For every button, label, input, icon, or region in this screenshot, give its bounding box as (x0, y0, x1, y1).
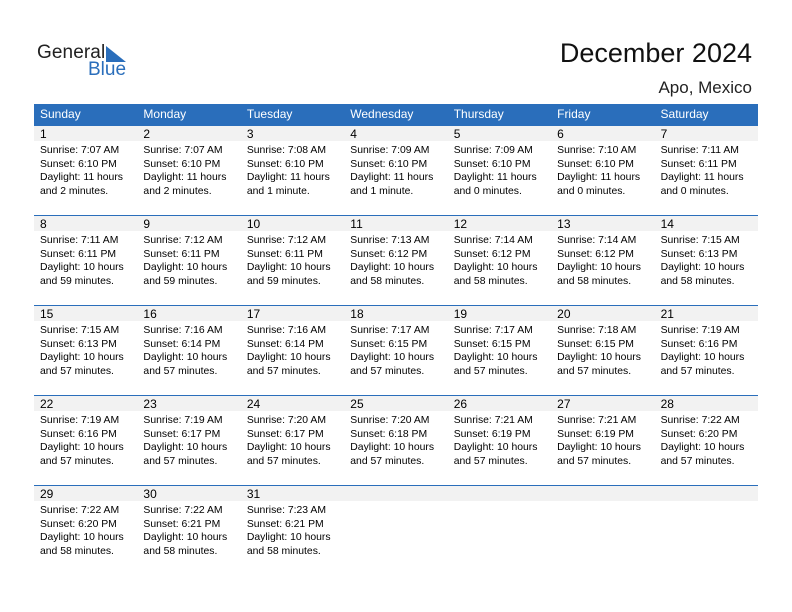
day-number: 1 (40, 127, 47, 141)
day-cell (137, 305, 240, 395)
day-cell (241, 125, 344, 215)
day-cell (448, 395, 551, 485)
day-sun-info (661, 414, 745, 468)
day-number: 5 (453, 127, 461, 141)
weekday-thursday: Thursday (453, 107, 504, 121)
sunset-time: Sunset: 6:15 PM (350, 338, 428, 350)
day-cell (655, 305, 758, 395)
day-number: 20 (557, 307, 571, 321)
sunset-time: Sunset: 6:14 PM (143, 338, 221, 350)
calendar-location: Apo, Mexico (658, 78, 752, 97)
day-sun-info (661, 144, 744, 198)
daylight-hours: Daylight: 10 hours (246, 262, 331, 274)
daylight-hours: Daylight: 10 hours (453, 352, 538, 364)
sunrise-time: Sunrise: 7:21 AM (453, 415, 533, 426)
day-number: 12 (453, 217, 468, 231)
day-sun-info (247, 144, 330, 198)
sunset-time: Sunset: 6:16 PM (660, 338, 738, 350)
day-number: 4 (350, 127, 357, 141)
daylight-minutes: and 58 minutes. (350, 275, 425, 287)
day-sun-info (454, 414, 538, 468)
sunset-time: Sunset: 6:13 PM (660, 248, 738, 260)
day-number: 28 (660, 397, 674, 411)
day-sun-info (247, 324, 331, 378)
sunset-time: Sunset: 6:12 PM (350, 248, 428, 260)
day-cell (137, 395, 240, 485)
sunset-time: Sunset: 6:17 PM (246, 428, 324, 440)
daylight-hours: Daylight: 10 hours (40, 262, 124, 274)
day-cell (448, 215, 551, 305)
day-sun-info (454, 144, 537, 198)
sunset-time: Sunset: 6:21 PM (143, 518, 221, 530)
day-cell (448, 305, 551, 395)
day-number: 11 (350, 217, 363, 231)
sunrise-time: Sunrise: 7:20 AM (246, 415, 326, 426)
daylight-hours: Daylight: 10 hours (40, 352, 124, 364)
sunset-time: Sunset: 6:20 PM (660, 428, 738, 440)
sunrise-time: Sunrise: 7:19 AM (660, 325, 740, 336)
sunset-time: Sunset: 6:12 PM (557, 248, 634, 260)
weekday-sunday: Sunday (40, 107, 81, 121)
day-cell (344, 305, 447, 395)
day-sun-info (40, 414, 124, 468)
day-number: 14 (660, 217, 674, 231)
daylight-hours: Daylight: 10 hours (246, 352, 331, 364)
daylight-hours: Daylight: 10 hours (40, 532, 124, 544)
daylight-minutes: and 58 minutes. (453, 275, 528, 287)
sunrise-time: Sunrise: 7:17 AM (350, 325, 430, 336)
day-sun-info (247, 234, 331, 288)
daylight-minutes: and 57 minutes. (660, 455, 735, 467)
week-row (34, 215, 758, 305)
day-cell (551, 395, 654, 485)
daylight-hours: Daylight: 10 hours (246, 532, 331, 544)
day-number: 26 (453, 397, 468, 411)
day-cell (137, 485, 240, 575)
daylight-minutes: and 58 minutes. (246, 545, 321, 557)
day-sun-info (40, 324, 124, 378)
logo-blue-text: Blue (88, 59, 127, 80)
daylight-minutes: and 0 minutes. (453, 185, 522, 197)
day-cell (241, 395, 344, 485)
daylight-minutes: and 58 minutes. (143, 545, 218, 557)
daylight-hours: Daylight: 10 hours (557, 352, 641, 364)
sunrise-time: Sunrise: 7:11 AM (40, 235, 119, 246)
day-cell (241, 215, 344, 305)
logo-general-text: General (37, 42, 106, 63)
daylight-hours: Daylight: 11 hours (246, 172, 330, 184)
day-cell (655, 395, 758, 485)
day-cell (34, 485, 137, 575)
day-sun-info (40, 144, 123, 198)
sunrise-time: Sunrise: 7:09 AM (350, 145, 430, 156)
daylight-hours: Daylight: 10 hours (143, 352, 228, 364)
daylight-minutes: and 1 minute. (350, 185, 414, 197)
daylight-minutes: and 59 minutes. (246, 275, 321, 287)
sunrise-time: Sunrise: 7:22 AM (143, 505, 223, 516)
day-sun-info (40, 504, 124, 558)
sunset-time: Sunset: 6:10 PM (350, 158, 428, 170)
day-number: 29 (40, 487, 54, 501)
daylight-minutes: and 57 minutes. (143, 455, 218, 467)
sunset-time: Sunset: 6:11 PM (246, 248, 323, 260)
sunset-time: Sunset: 6:18 PM (350, 428, 428, 440)
day-number: 31 (246, 487, 261, 501)
calendar-title: December 2024 (559, 38, 752, 68)
day-cell (655, 125, 758, 215)
sunset-time: Sunset: 6:14 PM (246, 338, 324, 350)
day-number: 25 (350, 397, 364, 411)
sunrise-time: Sunrise: 7:10 AM (557, 145, 637, 156)
day-cell (137, 125, 240, 215)
sunrise-time: Sunrise: 7:07 AM (40, 145, 120, 156)
sunset-time: Sunset: 6:19 PM (453, 428, 531, 440)
day-number: 7 (660, 127, 668, 141)
sunrise-time: Sunrise: 7:11 AM (660, 145, 739, 156)
brand-logo (37, 42, 137, 82)
weekday-tuesday: Tuesday (246, 107, 293, 121)
day-sun-info (557, 414, 641, 468)
daylight-minutes: and 57 minutes. (246, 365, 321, 377)
daylight-minutes: and 57 minutes. (557, 455, 632, 467)
daylight-hours: Daylight: 11 hours (40, 172, 123, 184)
sunrise-time: Sunrise: 7:14 AM (557, 235, 637, 246)
week-row (34, 125, 758, 215)
daylight-hours: Daylight: 10 hours (660, 262, 745, 274)
daylight-minutes: and 57 minutes. (143, 365, 218, 377)
sunrise-time: Sunrise: 7:12 AM (143, 235, 223, 246)
day-number: 23 (143, 397, 157, 411)
week-row (34, 305, 758, 395)
sunrise-time: Sunrise: 7:21 AM (557, 415, 637, 426)
sunrise-time: Sunrise: 7:16 AM (246, 325, 326, 336)
week-row (34, 485, 758, 575)
daylight-hours: Daylight: 11 hours (350, 172, 434, 184)
sunset-time: Sunset: 6:10 PM (453, 158, 531, 170)
sunrise-time: Sunrise: 7:15 AM (660, 235, 740, 246)
day-number: 18 (350, 307, 364, 321)
daylight-minutes: and 57 minutes. (350, 365, 425, 377)
day-cell (34, 125, 137, 215)
sunrise-time: Sunrise: 7:19 AM (40, 415, 120, 426)
daylight-hours: Daylight: 11 hours (143, 172, 227, 184)
day-number: 19 (453, 307, 468, 321)
daylight-hours: Daylight: 10 hours (40, 442, 124, 454)
day-sun-info (454, 324, 538, 378)
weekday-wednesday: Wednesday (350, 107, 414, 121)
day-cell (551, 305, 654, 395)
daylight-hours: Daylight: 10 hours (660, 352, 745, 364)
day-number: 3 (246, 127, 254, 141)
sunrise-time: Sunrise: 7:15 AM (40, 325, 120, 336)
daylight-hours: Daylight: 10 hours (557, 262, 641, 274)
day-cell (551, 215, 654, 305)
day-number: 27 (557, 397, 571, 411)
daylight-minutes: and 57 minutes. (453, 365, 528, 377)
sunset-time: Sunset: 6:11 PM (40, 248, 117, 260)
day-number: 15 (40, 307, 54, 321)
week-row (34, 395, 758, 485)
daylight-hours: Daylight: 11 hours (453, 172, 537, 184)
daylight-minutes: and 0 minutes. (557, 185, 626, 197)
sunset-time: Sunset: 6:12 PM (453, 248, 531, 260)
day-sun-info (143, 234, 227, 288)
sunset-time: Sunset: 6:10 PM (40, 158, 117, 170)
daylight-hours: Daylight: 10 hours (453, 262, 538, 274)
day-sun-info (143, 504, 227, 558)
day-cell (34, 215, 137, 305)
day-number: 24 (246, 397, 261, 411)
sunrise-time: Sunrise: 7:08 AM (246, 145, 326, 156)
day-cell (655, 215, 758, 305)
day-number: 21 (660, 307, 674, 321)
daylight-hours: Daylight: 10 hours (350, 352, 435, 364)
sunset-time: Sunset: 6:11 PM (143, 248, 220, 260)
daylight-minutes: and 57 minutes. (40, 365, 114, 377)
daylight-hours: Daylight: 10 hours (143, 442, 228, 454)
sunset-time: Sunset: 6:10 PM (557, 158, 634, 170)
day-cell (34, 395, 137, 485)
sunset-time: Sunset: 6:20 PM (40, 518, 117, 530)
daylight-hours: Daylight: 10 hours (143, 532, 228, 544)
daylight-minutes: and 58 minutes. (40, 545, 114, 557)
sunrise-time: Sunrise: 7:18 AM (557, 325, 637, 336)
day-sun-info (557, 234, 641, 288)
sunrise-time: Sunrise: 7:22 AM (660, 415, 740, 426)
day-sun-info (661, 324, 745, 378)
sunset-time: Sunset: 6:15 PM (557, 338, 634, 350)
day-sun-info (350, 144, 433, 198)
sunrise-time: Sunrise: 7:17 AM (453, 325, 533, 336)
daylight-minutes: and 57 minutes. (557, 365, 632, 377)
sunset-time: Sunset: 6:17 PM (143, 428, 221, 440)
day-sun-info (40, 234, 124, 288)
day-sun-info (143, 414, 227, 468)
daylight-minutes: and 57 minutes. (40, 455, 114, 467)
daylight-hours: Daylight: 11 hours (557, 172, 641, 184)
day-sun-info (454, 234, 538, 288)
daylight-hours: Daylight: 11 hours (660, 172, 744, 184)
day-cell (344, 125, 447, 215)
daylight-hours: Daylight: 10 hours (350, 262, 435, 274)
day-number: 13 (557, 217, 571, 231)
day-cell (551, 125, 654, 215)
day-sun-info (661, 234, 745, 288)
daylight-minutes: and 0 minutes. (660, 185, 729, 197)
day-number: 6 (557, 127, 564, 141)
sunset-time: Sunset: 6:21 PM (246, 518, 324, 530)
daylight-hours: Daylight: 10 hours (246, 442, 331, 454)
sunrise-time: Sunrise: 7:20 AM (350, 415, 430, 426)
daylight-hours: Daylight: 10 hours (350, 442, 435, 454)
day-cell (34, 305, 137, 395)
daylight-hours: Daylight: 10 hours (453, 442, 538, 454)
weekday-friday: Friday (557, 107, 591, 121)
sunrise-time: Sunrise: 7:14 AM (453, 235, 533, 246)
day-cell (344, 395, 447, 485)
sunrise-time: Sunrise: 7:19 AM (143, 415, 223, 426)
day-number: 30 (143, 487, 157, 501)
day-number: 8 (40, 217, 47, 231)
sunset-time: Sunset: 6:13 PM (40, 338, 117, 350)
day-sun-info (350, 414, 434, 468)
day-sun-info (247, 504, 331, 558)
day-cell (241, 305, 344, 395)
day-number: 16 (143, 307, 157, 321)
sunrise-time: Sunrise: 7:07 AM (143, 145, 223, 156)
day-number: 22 (40, 397, 54, 411)
daylight-hours: Daylight: 10 hours (143, 262, 228, 274)
day-sun-info (350, 324, 434, 378)
sunrise-time: Sunrise: 7:22 AM (40, 505, 120, 516)
sunrise-time: Sunrise: 7:16 AM (143, 325, 223, 336)
day-sun-info (247, 414, 331, 468)
day-number: 10 (246, 217, 261, 231)
sunrise-time: Sunrise: 7:12 AM (246, 235, 326, 246)
sunset-time: Sunset: 6:10 PM (143, 158, 221, 170)
day-sun-info (350, 234, 434, 288)
day-number: 17 (246, 307, 261, 321)
daylight-minutes: and 1 minute. (246, 185, 310, 197)
daylight-hours: Daylight: 10 hours (660, 442, 745, 454)
daylight-minutes: and 57 minutes. (453, 455, 528, 467)
day-number: 2 (143, 127, 151, 141)
day-sun-info (557, 324, 641, 378)
day-sun-info (557, 144, 640, 198)
daylight-minutes: and 57 minutes. (350, 455, 425, 467)
day-cell (344, 215, 447, 305)
sunset-time: Sunset: 6:10 PM (246, 158, 324, 170)
daylight-minutes: and 2 minutes. (40, 185, 109, 197)
day-number: 9 (143, 217, 151, 231)
day-cell (448, 125, 551, 215)
weekday-saturday: Saturday (660, 107, 709, 121)
daylight-hours: Daylight: 10 hours (557, 442, 641, 454)
daylight-minutes: and 59 minutes. (143, 275, 218, 287)
sunrise-time: Sunrise: 7:23 AM (246, 505, 326, 516)
sunrise-time: Sunrise: 7:09 AM (453, 145, 533, 156)
sunset-time: Sunset: 6:11 PM (660, 158, 737, 170)
sunset-time: Sunset: 6:16 PM (40, 428, 117, 440)
day-cell (241, 485, 344, 575)
weekday-monday: Monday (143, 107, 187, 121)
sunset-time: Sunset: 6:19 PM (557, 428, 634, 440)
weekday-header (34, 104, 758, 125)
daylight-minutes: and 2 minutes. (143, 185, 212, 197)
daylight-minutes: and 57 minutes. (660, 365, 735, 377)
sunrise-time: Sunrise: 7:13 AM (350, 235, 430, 246)
sunset-time: Sunset: 6:15 PM (453, 338, 531, 350)
daylight-minutes: and 58 minutes. (660, 275, 735, 287)
daylight-minutes: and 59 minutes. (40, 275, 114, 287)
day-sun-info (143, 324, 227, 378)
day-sun-info (143, 144, 226, 198)
daylight-minutes: and 57 minutes. (246, 455, 321, 467)
day-cell (137, 215, 240, 305)
daylight-minutes: and 58 minutes. (557, 275, 632, 287)
